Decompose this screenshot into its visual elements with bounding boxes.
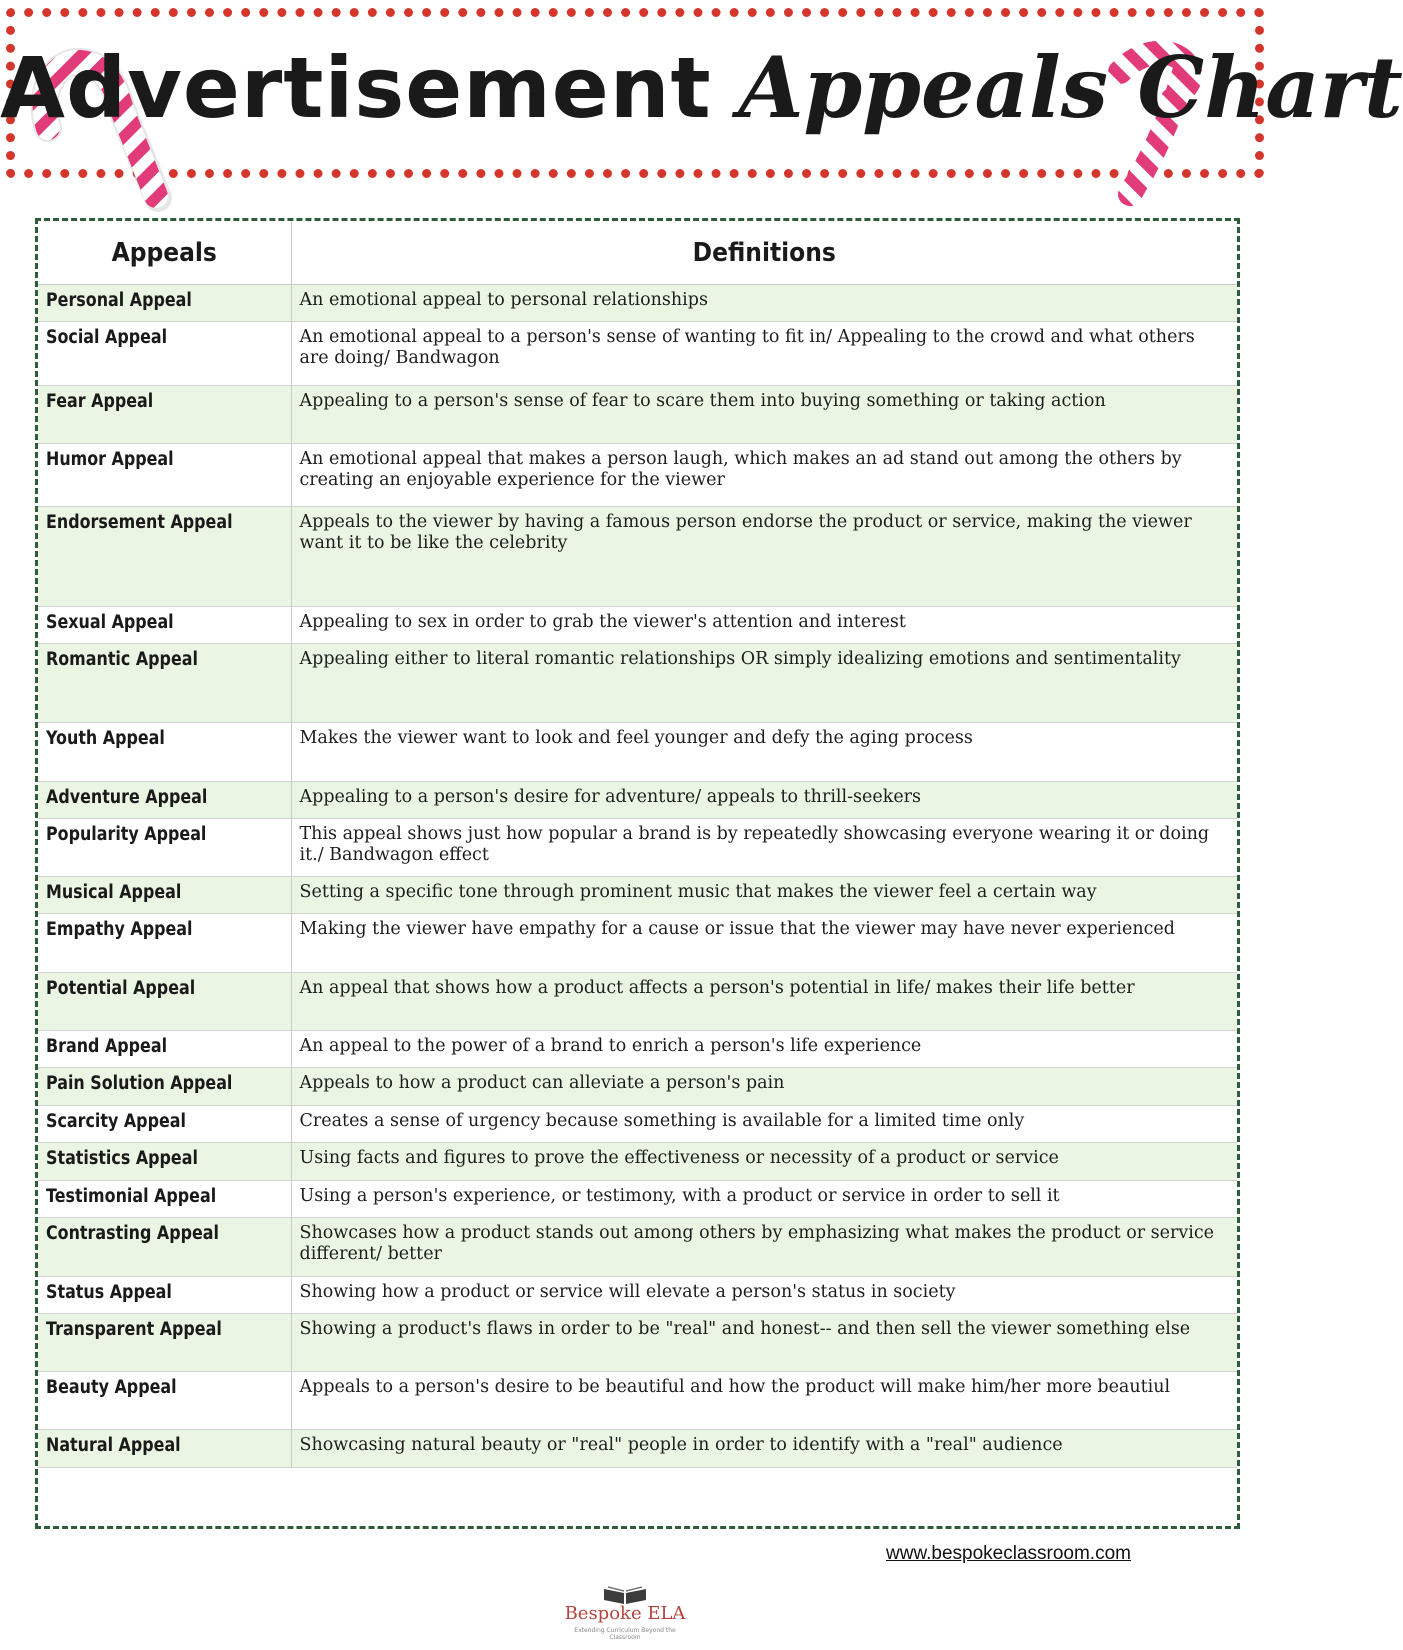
table-row xyxy=(38,607,1237,644)
appeal-name: Scarcity Appeal xyxy=(46,1111,186,1132)
appeal-definition: Appealing to a person's desire for adventure/ appeals to thrill-seekers xyxy=(299,787,922,807)
table-row xyxy=(38,1277,1237,1314)
appeal-definition-cell xyxy=(291,973,1237,1031)
appeal-name: Personal Appeal xyxy=(46,290,192,311)
appeal-name: Pain Solution Appeal xyxy=(46,1073,233,1094)
table-row xyxy=(38,507,1237,607)
appeals-table xyxy=(38,221,1237,1468)
appeal-definition: Appeals to how a product can alleviate a person's pain xyxy=(299,1073,785,1093)
logo-text: Bespoke ELA xyxy=(564,1603,686,1624)
appeal-definition-cell xyxy=(291,1068,1237,1106)
appeal-name-cell xyxy=(38,1031,291,1068)
appeal-definition: An emotional appeal that makes a person laugh, which makes an ad stand out among the others by creating an enjoyable experience for the viewer xyxy=(299,449,1182,490)
header-appeals: Appeals xyxy=(38,221,291,285)
table-row xyxy=(38,819,1237,877)
appeal-name-cell xyxy=(38,1106,291,1143)
appeal-definition: An appeal that shows how a product affects a person's potential in life/ makes their life better xyxy=(299,978,1135,998)
table-row xyxy=(38,1031,1237,1068)
appeal-definition: Making the viewer have empathy for a cause or issue that the viewer may have never experienced xyxy=(299,919,1175,939)
appeal-definition-cell xyxy=(291,819,1237,877)
appeal-name-cell xyxy=(38,322,291,386)
title-part1: Advertisement xyxy=(0,39,712,137)
appeal-name: Humor Appeal xyxy=(46,449,174,470)
appeal-definition: Appeals to the viewer by having a famous person endorse the product or service, making the viewer want it to be like the celebrity xyxy=(299,512,1192,553)
appeal-name: Testimonial Appeal xyxy=(46,1186,217,1207)
appeal-name-cell xyxy=(38,782,291,819)
appeal-name-cell xyxy=(38,1143,291,1181)
appeal-name-cell xyxy=(38,1372,291,1430)
appeal-definition-cell xyxy=(291,1143,1237,1181)
table-row xyxy=(38,1218,1237,1277)
appeal-definition: Showcasing natural beauty or "real" people in order to identify with a "real" audience xyxy=(299,1435,1063,1455)
appeal-definition: Showcases how a product stands out among others by emphasizing what makes the product or service different/ better xyxy=(299,1223,1215,1264)
appeal-name: Contrasting Appeal xyxy=(46,1223,219,1244)
appeal-name: Transparent Appeal xyxy=(46,1319,222,1340)
appeal-definition: An appeal to the power of a brand to enrich a person's life experience xyxy=(299,1036,922,1056)
appeal-definition-cell xyxy=(291,444,1237,507)
appeal-name-cell xyxy=(38,1430,291,1468)
table-row xyxy=(38,877,1237,914)
appeal-definition-cell xyxy=(291,914,1237,973)
appeal-name-cell xyxy=(38,285,291,322)
appeal-name-cell xyxy=(38,607,291,644)
appeal-name-cell xyxy=(38,973,291,1031)
table-row xyxy=(38,973,1237,1031)
table-row xyxy=(38,1068,1237,1106)
appeal-name: Endorsement Appeal xyxy=(46,512,233,533)
appeal-name: Empathy Appeal xyxy=(46,919,193,940)
appeal-definition-cell xyxy=(291,607,1237,644)
appeal-definition: Creates a sense of urgency because something is available for a limited time only xyxy=(299,1111,1025,1131)
appeal-name: Fear Appeal xyxy=(46,391,154,412)
appeal-name: Potential Appeal xyxy=(46,978,196,999)
appeal-name-cell xyxy=(38,507,291,607)
appeal-definition-cell xyxy=(291,877,1237,914)
appeal-definition-cell xyxy=(291,1314,1237,1372)
appeal-definition-cell xyxy=(291,322,1237,386)
appeal-definition-cell xyxy=(291,1031,1237,1068)
appeals-table-frame xyxy=(35,218,1240,1529)
table-row xyxy=(38,1106,1237,1143)
appeal-name: Natural Appeal xyxy=(46,1435,181,1456)
table-row xyxy=(38,1181,1237,1218)
appeal-name: Romantic Appeal xyxy=(46,649,198,670)
appeal-definition-cell xyxy=(291,723,1237,782)
appeal-definition: Appeals to a person's desire to be beautiful and how the product will make him/her more beautiul xyxy=(299,1377,1171,1397)
appeal-definition-cell xyxy=(291,1372,1237,1430)
appeal-definition: An emotional appeal to personal relationships xyxy=(299,290,708,310)
title-part2: Appeals Chart xyxy=(738,38,1403,137)
appeal-definition-cell xyxy=(291,507,1237,607)
appeal-name: Adventure Appeal xyxy=(46,787,208,808)
appeal-name: Beauty Appeal xyxy=(46,1377,177,1398)
appeal-definition: Makes the viewer want to look and feel younger and defy the aging process xyxy=(299,728,973,748)
appeal-name-cell xyxy=(38,444,291,507)
table-row xyxy=(38,285,1237,322)
book-icon xyxy=(602,1585,648,1605)
appeal-name-cell xyxy=(38,1068,291,1106)
appeal-name: Social Appeal xyxy=(46,327,168,348)
appeal-name-cell xyxy=(38,1218,291,1277)
appeal-name: Sexual Appeal xyxy=(46,612,174,633)
appeal-name-cell xyxy=(38,644,291,723)
header-definitions: Definitions xyxy=(291,221,1237,285)
brand-logo xyxy=(560,1585,690,1640)
page-title xyxy=(0,38,1403,138)
appeal-definition-cell xyxy=(291,1218,1237,1277)
appeal-name: Statistics Appeal xyxy=(46,1148,198,1169)
table-row xyxy=(38,1430,1237,1468)
appeal-definition-cell xyxy=(291,644,1237,723)
appeal-definition: Appealing to a person's sense of fear to scare them into buying something or taking action xyxy=(299,391,1106,411)
appeal-definition: Using facts and figures to prove the effectiveness or necessity of a product or service xyxy=(299,1148,1059,1168)
appeal-name-cell xyxy=(38,386,291,444)
table-row xyxy=(38,914,1237,973)
table-row xyxy=(38,723,1237,782)
appeal-definition-cell xyxy=(291,285,1237,322)
appeal-name-cell xyxy=(38,723,291,782)
appeal-name-cell xyxy=(38,1314,291,1372)
appeal-definition-cell xyxy=(291,386,1237,444)
appeal-definition: An emotional appeal to a person's sense of wanting to fit in/ Appealing to the crowd and what others are doing/ Bandwagon xyxy=(299,327,1195,368)
appeal-definition-cell xyxy=(291,1106,1237,1143)
appeal-name-cell xyxy=(38,1277,291,1314)
table-row xyxy=(38,444,1237,507)
appeal-definition-cell xyxy=(291,782,1237,819)
appeal-name-cell xyxy=(38,914,291,973)
table-header-row xyxy=(38,221,1237,285)
appeal-name: Brand Appeal xyxy=(46,1036,168,1057)
appeal-definition: Appealing to sex in order to grab the viewer's attention and interest xyxy=(299,612,906,632)
table-row xyxy=(38,386,1237,444)
table-row xyxy=(38,644,1237,723)
table-row xyxy=(38,1372,1237,1430)
appeal-name: Popularity Appeal xyxy=(46,824,207,845)
appeal-name: Musical Appeal xyxy=(46,882,182,903)
appeal-definition: Appealing either to literal romantic relationships OR simply idealizing emotions and sentimentality xyxy=(299,649,1181,669)
appeal-definition-cell xyxy=(291,1430,1237,1468)
appeal-definition-cell xyxy=(291,1181,1237,1218)
appeal-name: Youth Appeal xyxy=(46,728,165,749)
table-row xyxy=(38,1314,1237,1372)
appeal-name: Status Appeal xyxy=(46,1282,172,1303)
appeal-definition: Showing a product's flaws in order to be "real" and honest-- and then sell the viewer something else xyxy=(299,1319,1191,1339)
appeal-definition: Showing how a product or service will elevate a person's status in society xyxy=(299,1282,956,1302)
appeal-definition: Setting a specific tone through prominent music that makes the viewer feel a certain way xyxy=(299,882,1097,902)
appeal-definition: Using a person's experience, or testimony, with a product or service in order to sell it xyxy=(299,1186,1060,1206)
appeal-definition-cell xyxy=(291,1277,1237,1314)
table-row xyxy=(38,782,1237,819)
logo-tagline: Extending Curriculum Beyond the Classroom xyxy=(574,1627,676,1641)
appeal-name-cell xyxy=(38,819,291,877)
appeal-name-cell xyxy=(38,1181,291,1218)
appeal-definition: This appeal shows just how popular a brand is by repeatedly showcasing everyone wearing it or doing it./ Bandwagon effect xyxy=(299,824,1210,865)
table-row xyxy=(38,322,1237,386)
appeal-name-cell xyxy=(38,877,291,914)
table-row xyxy=(38,1143,1237,1181)
website-link[interactable]: www.bespokeclassroom.com xyxy=(886,1543,1131,1564)
